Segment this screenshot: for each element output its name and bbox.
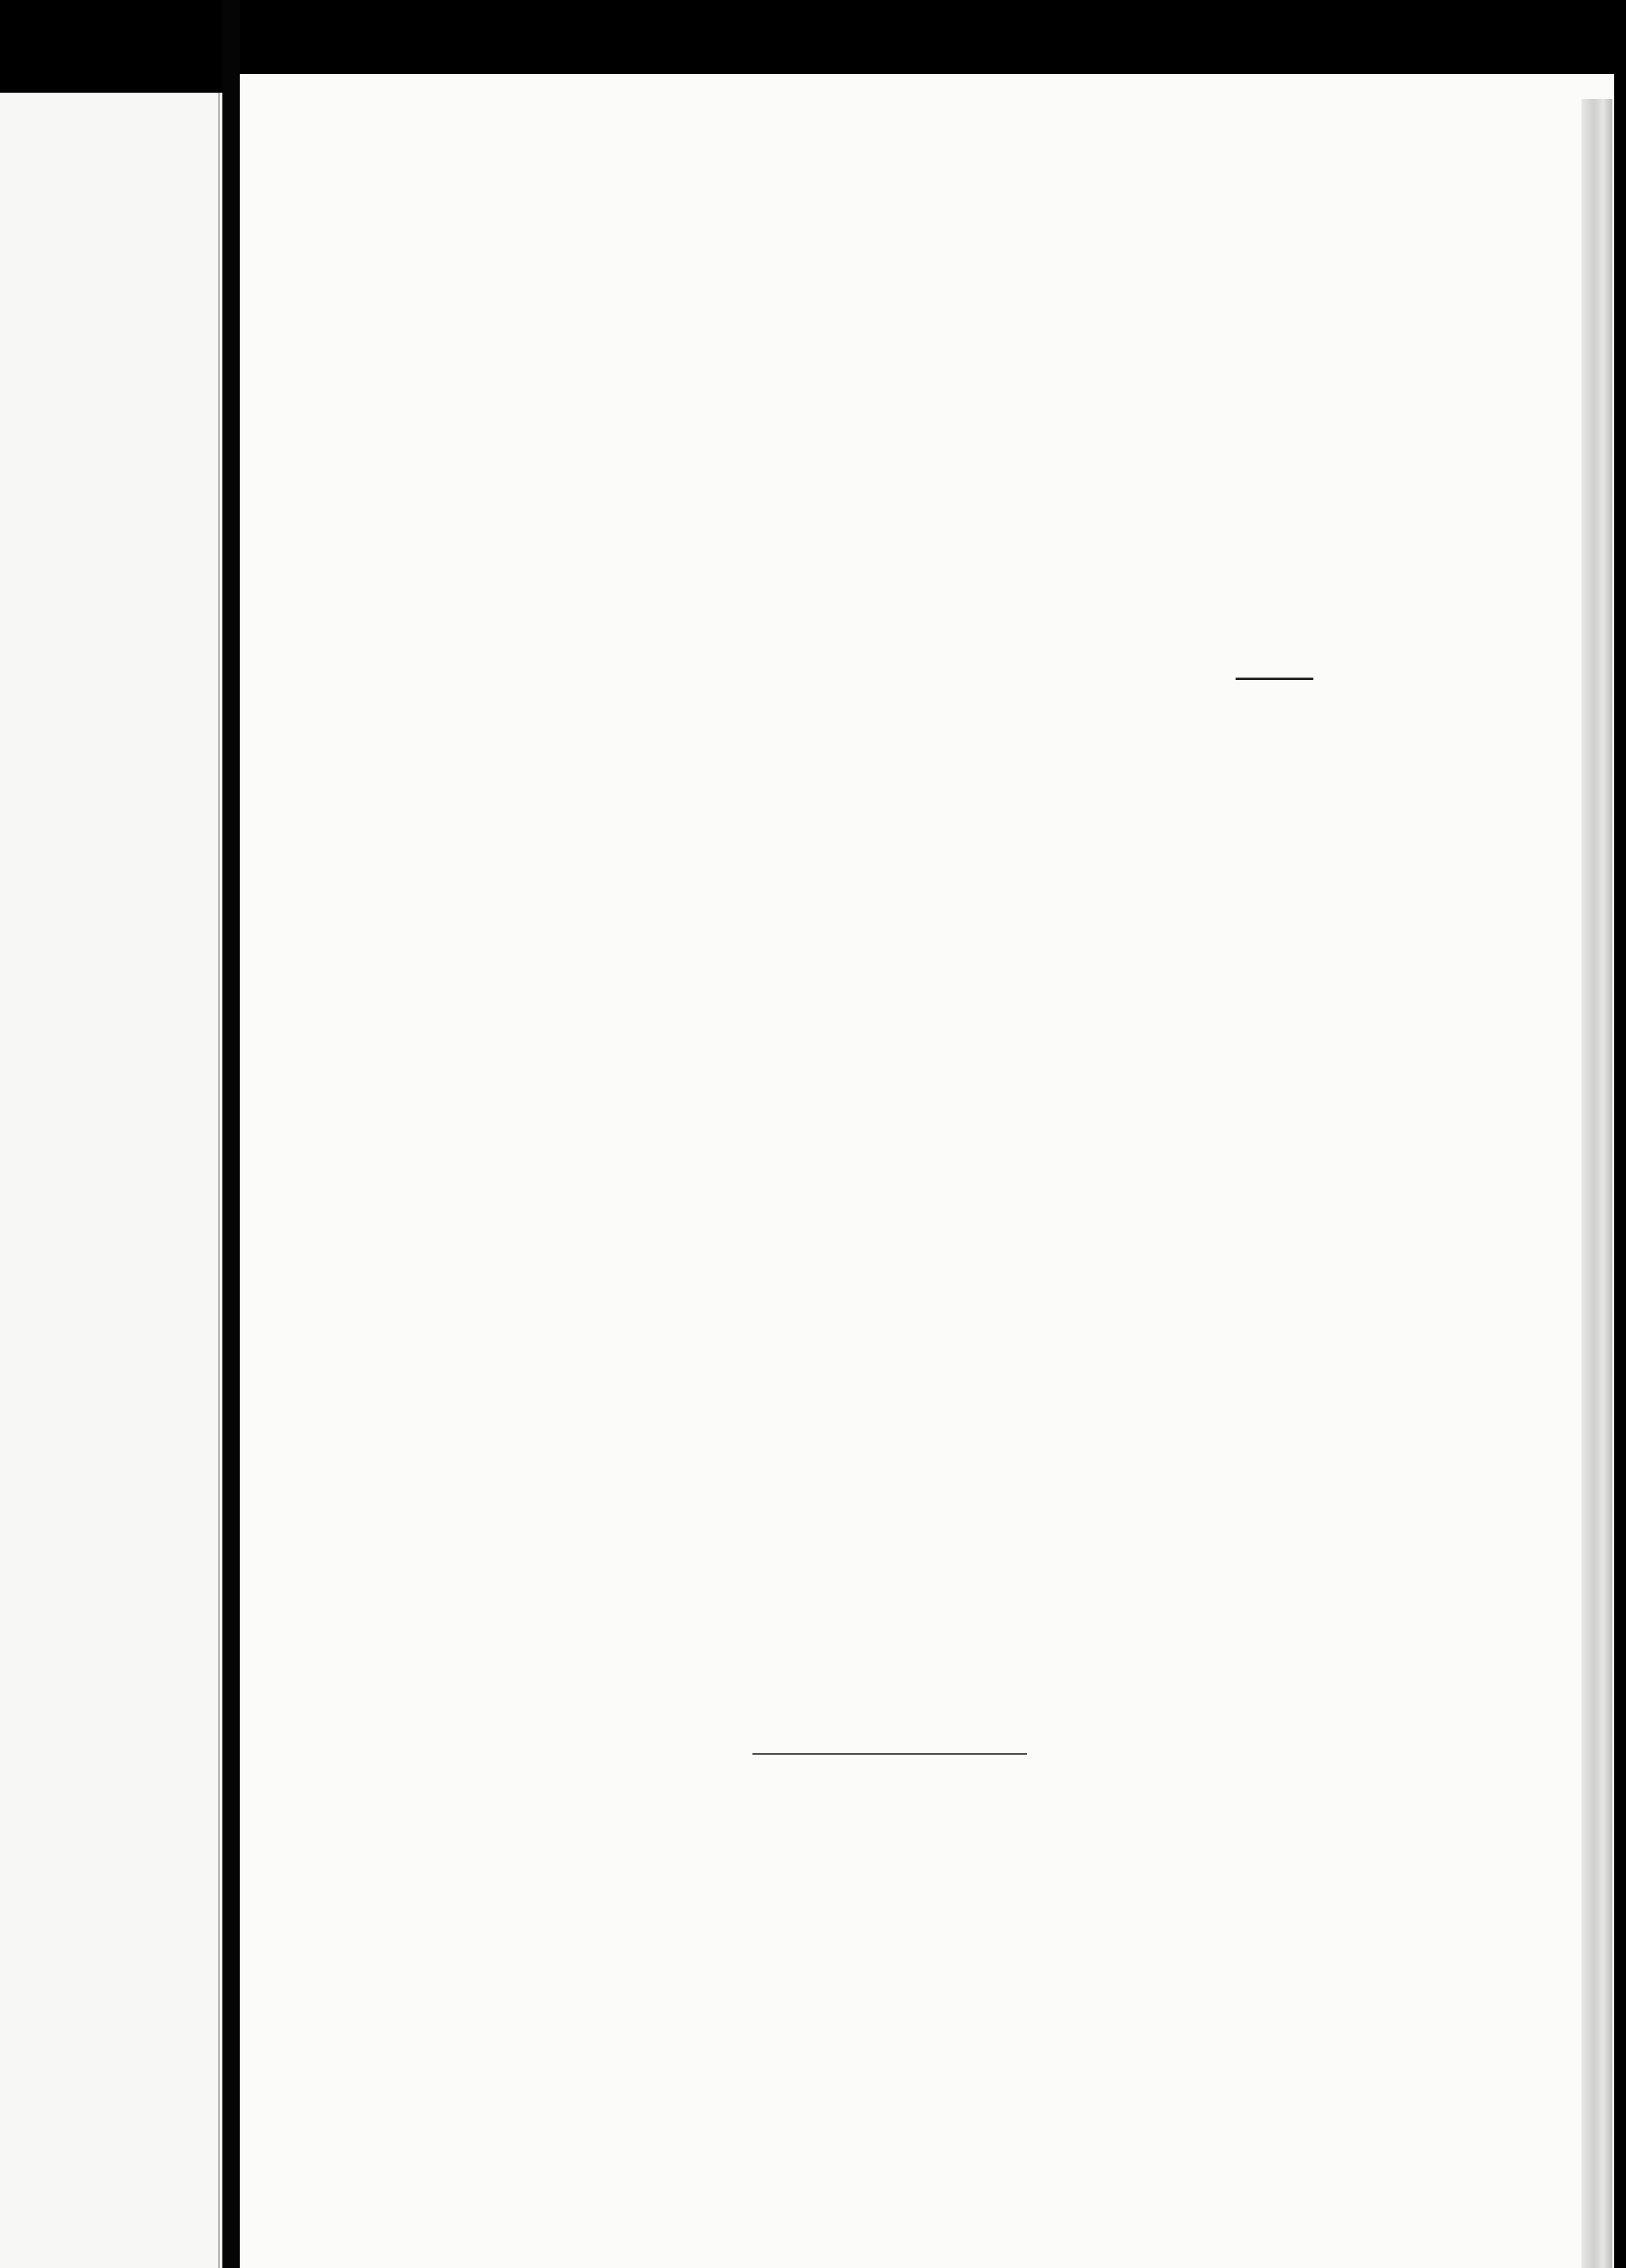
- book-gutter: [222, 0, 240, 2268]
- left-page-fragment: [0, 93, 222, 2268]
- page-edge-stack: [1582, 99, 1612, 2268]
- left-page-edge: [218, 93, 220, 2268]
- section-divider: [752, 1753, 1027, 1755]
- right-page: [240, 74, 1614, 2268]
- total-rule: [1236, 678, 1313, 680]
